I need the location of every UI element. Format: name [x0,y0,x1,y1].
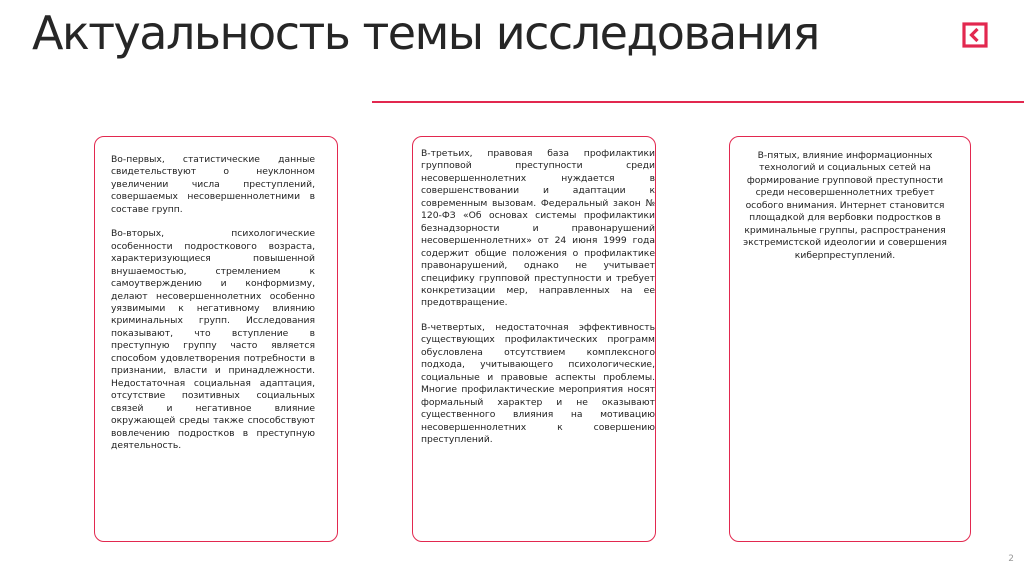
slide-title: Актуальность темы исследования [32,6,819,60]
text-card-2 [412,136,656,542]
title-underline [372,101,1024,103]
text-card-3 [729,136,971,542]
card-2-paragraph-2: В-четвертых, недостаточная эффективность существующих профилактических программ обусловлена отсутствием комплексного подхода, учитывающего психологические, социальные и правовые аспекты проблемы. Многие профилактические мероприятия носят формальный характер и не оказывают существенного влияния на мотивацию несовершеннолетних к совершению преступлений. [421,321,655,445]
page-number: 2 [1008,554,1014,564]
card-3-paragraph-1: В-пятых, влияние информационных технологий и социальных сетей на формирование групповой преступности среди несовершеннолетних требует особого внимания. Интернет становится площадкой для вербовки подростков в криминальные группы, распространения экстремистской идеологии и совершения киберпреступлений. [743,150,947,261]
card-1-paragraph-2: Во-вторых, психологические особенности подросткового возраста, характеризующиеся повышенной внушаемостью, стремлением к самоутверждению и конформизму, делают несовершеннолетних особенно уязвимыми к негативному влиянию криминальных групп. Исследования показывают, что вступление в преступную группу часто является способом удовлетворения потребности в признании, власти и принадлежности. Недостаточная социальная адаптация, отсутствие позитивных социальных связей и негативное влияние окружающей среды также способствуют вовлечению подростков в преступную деятельность. [111,228,315,451]
card-2-paragraph-1: В-третьих, правовая база профилактики групповой преступности среди несовершеннолетних нуждается в совершенствовании и адаптации к современным вызовам. Федеральный закон № 120-ФЗ «Об основах системы профилактики безнадзорности и правонарушений несовершеннолетних» от 24 июня 1999 года содержит общие положения о профилактике правонарушений, однако не учитывает специфику групповой преступности и требует конкретизации мер, направленных на ее предотвращение. [421,148,655,309]
back-arrow-square-icon[interactable] [962,22,988,48]
card-1-paragraph-1: Во-первых, статистические данные свидетельствуют о неуклонном увеличении числа преступлений, совершаемых несовершеннолетними в составе групп. [111,154,315,215]
text-card-1 [94,136,338,542]
